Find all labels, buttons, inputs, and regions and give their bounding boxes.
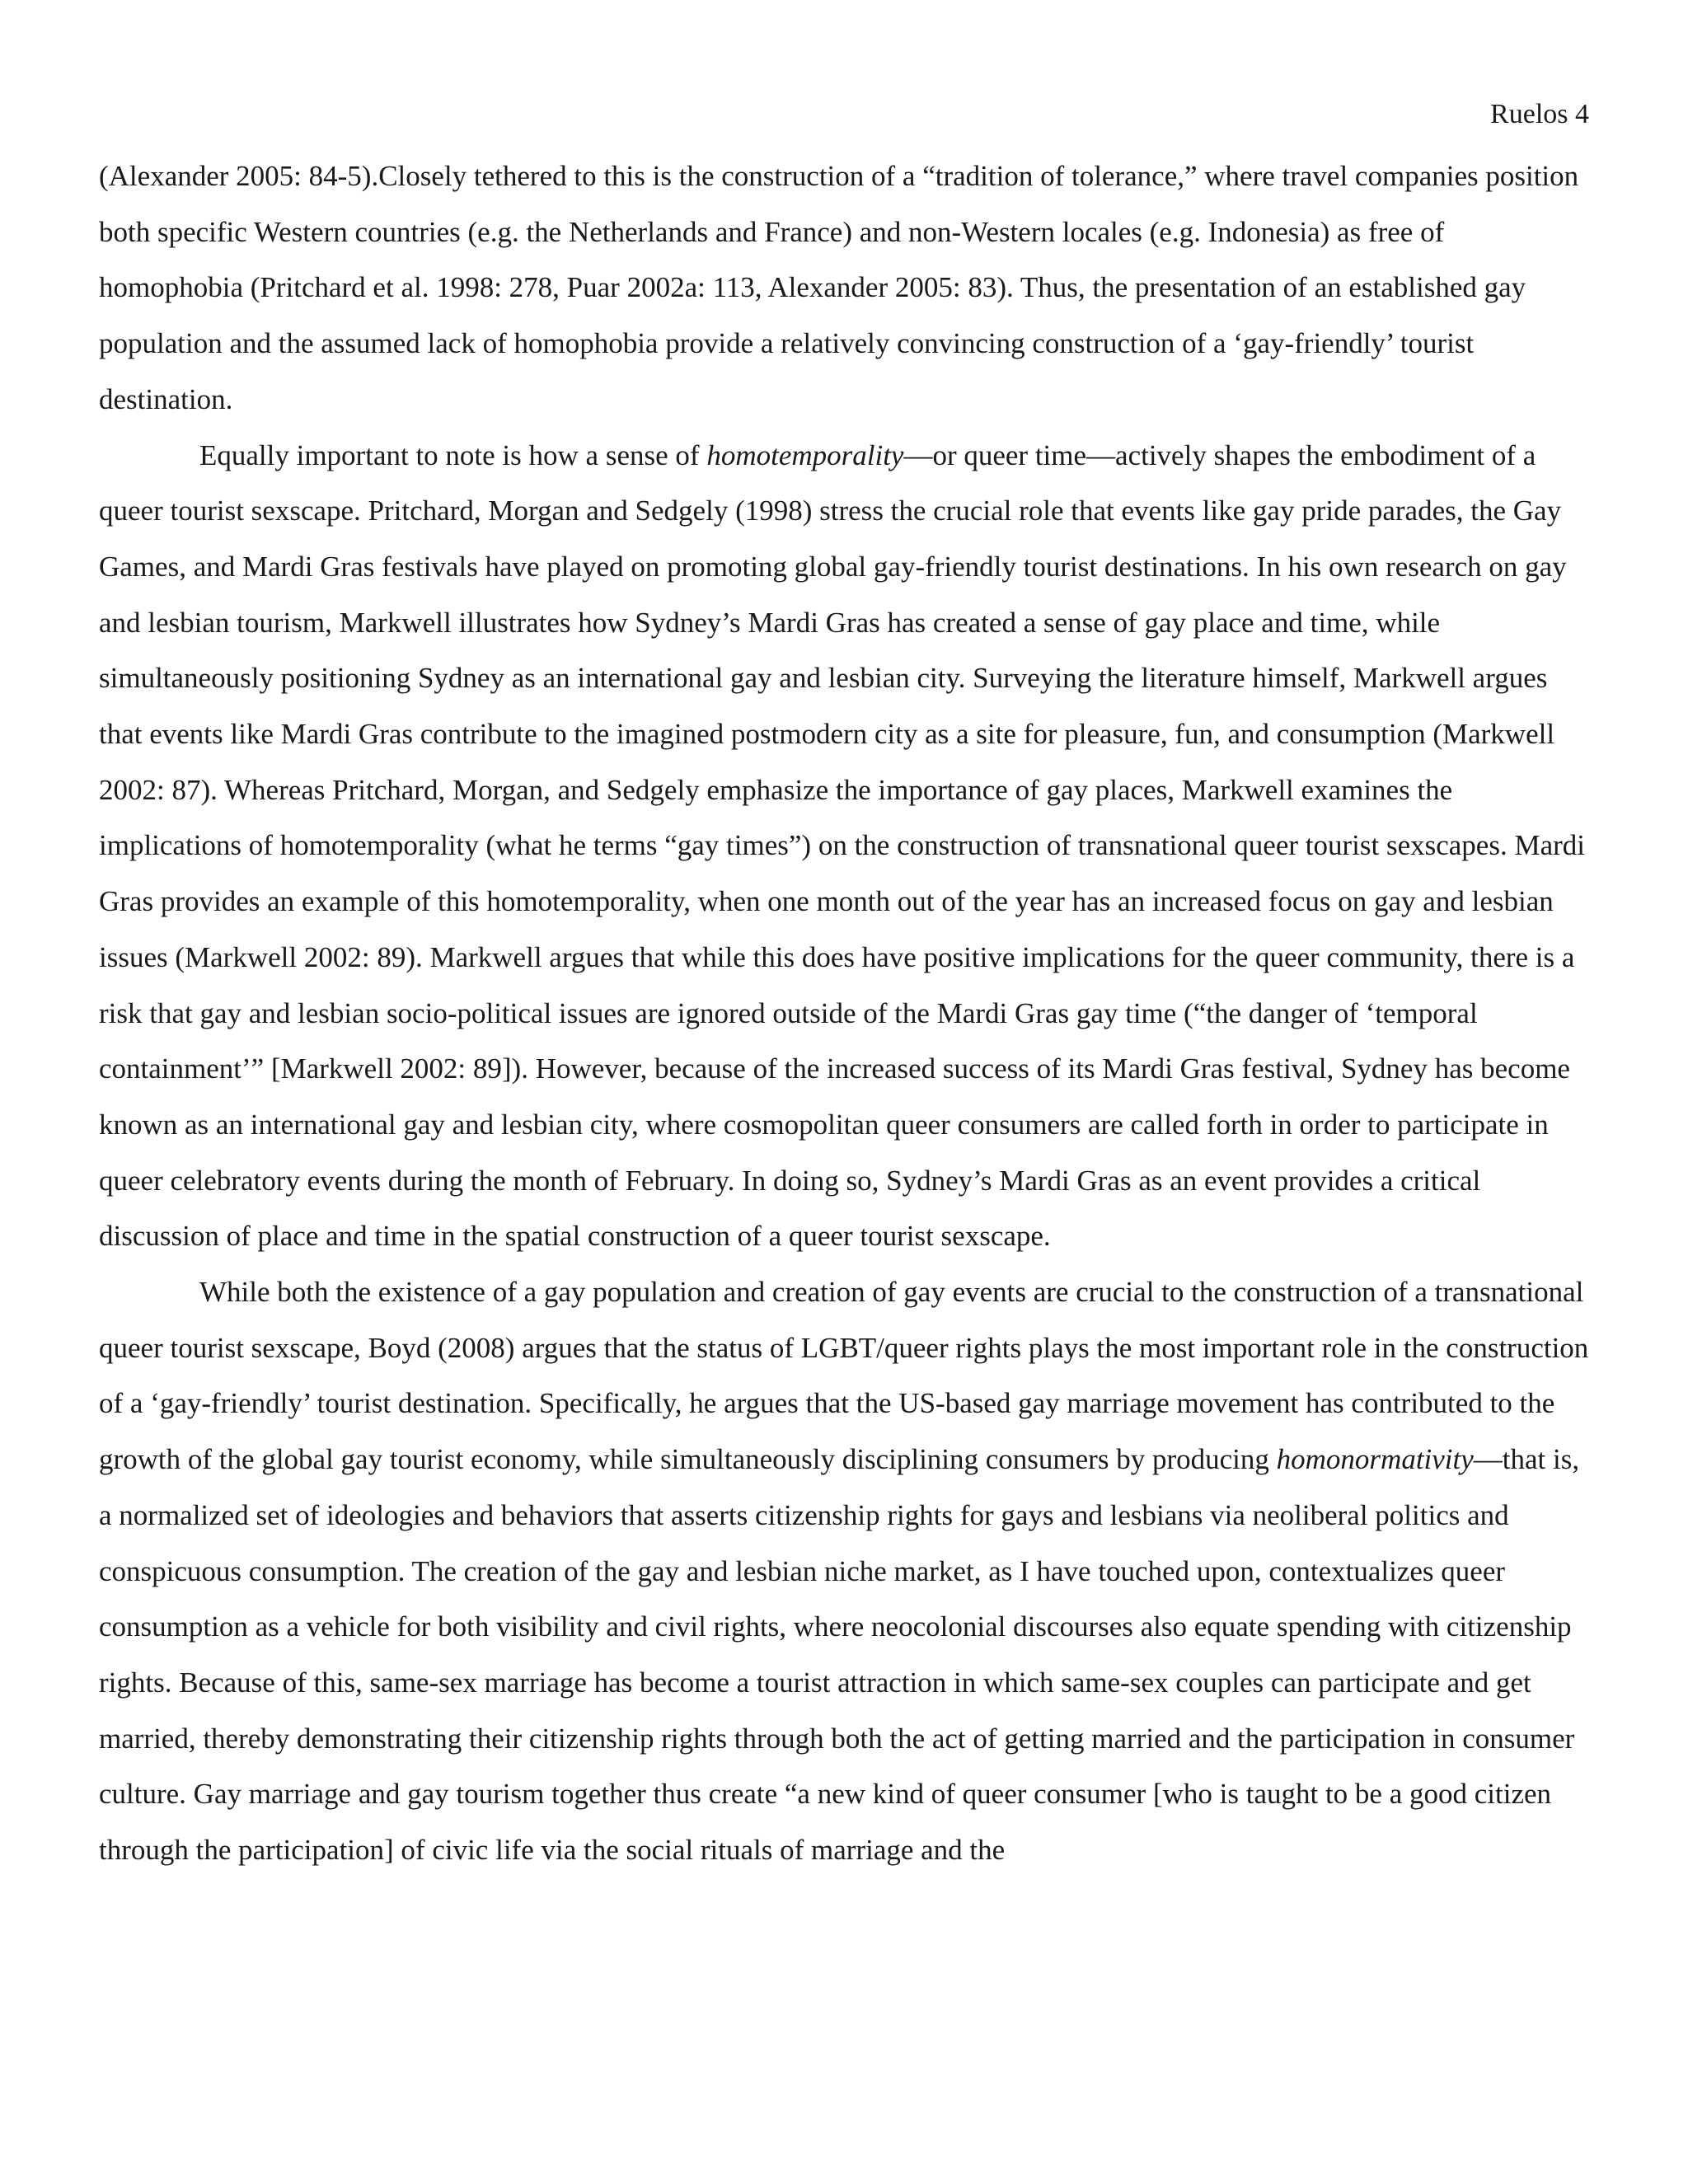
paragraph-3 xyxy=(99,1264,1589,1878)
paragraph-2 xyxy=(99,428,1589,1265)
paragraph-3-text-b: —that is, a normalized set of ideologies and behaviors that asserts citizenship rights for gays and lesbians via neoliberal politics and conspicuous consumption. The creation of the gay and lesbian niche market, as I have touched upon, contextualizes queer consumption as a vehicle for both visibility and civil rights, where neocolonial discourses also equate spending with citizenship rights. Because of this, same-sex marriage has become a tourist attraction in which same-sex couples can participate and get married, thereby demonstrating their citizenship rights through both the act of getting married and the participation in consumer culture. Gay marriage and gay tourism together thus create “a new kind of queer consumer [who is taught to be a good citizen through the participation] of civic life via the social rituals of marriage and the xyxy=(99,1443,1580,1867)
body-text xyxy=(99,148,1589,1878)
term-homonormativity: homonormativity xyxy=(1276,1443,1474,1476)
paragraph-1 xyxy=(99,148,1589,428)
paragraph-3-text-a: While both the existence of a gay population and creation of gay events are crucial to the construction of a transnational queer tourist sexscape, Boyd (2008) argues that the status of LGBT/queer rights plays the most important role in the construction of a ‘gay-friendly’ tourist destination. Specifically, he argues that the US-based gay marriage movement has contributed to the growth of the global gay tourist economy, while simultaneously disciplining consumers by producing xyxy=(99,1276,1589,1476)
term-homotemporality: homotemporality xyxy=(706,438,904,471)
paragraph-1-text: (Alexander 2005: 84-5).Closely tethered to this is the construction of a “tradition of tolerance,” where travel companies position both specific Western countries (e.g. the Netherlands and France) and non-Western locales (e.g. Indonesia) as free of homophobia (Pritchard et al. 1998: 278, Puar 2002a: 113, Alexander 2005: 83). Thus, the presentation of an established gay population and the assumed lack of homophobia provide a relatively convincing construction of a ‘gay-friendly’ tourist destination. xyxy=(99,160,1579,415)
paragraph-2-text-a: Equally important to note is how a sense of xyxy=(199,438,707,471)
running-header: Ruelos 4 xyxy=(1490,99,1589,129)
paragraph-2-text-b: —or queer time—actively shapes the embodiment of a queer tourist sexscape. Pritchard, Morgan and Sedgely (1998) stress the crucial role that events like gay pride parades, the Gay Games, and Mardi Gras festivals have played on promoting global gay-friendly tourist destinations. In his own research on gay and lesbian tourism, Markwell illustrates how Sydney’s Mardi Gras has created a sense of gay place and time, while simultaneously positioning Sydney as an international gay and lesbian city. Surveying the literature himself, Markwell argues that events like Mardi Gras contribute to the imagined postmodern city as a site for pleasure, fun, and consumption (Markwell 2002: 87). Whereas Pritchard, Morgan, and Sedgely emphasize the importance of gay places, Markwell examines the implications of homotemporality (what he terms “gay times”) on the construction of transnational queer tourist sexscapes. Mardi Gras provides an example of this homotemporality, when one month out of the year has an increased focus on gay and lesbian issues (Markwell 2002: 89). Markwell argues that while this does have positive implications for the queer community, there is a risk that gay and lesbian socio-political issues are ignored outside of the Mardi Gras gay time (“the danger of ‘temporal containment’” [Markwell 2002: 89]). However, because of the increased success of its Mardi Gras festival, Sydney has become known as an international gay and lesbian city, where cosmopolitan queer consumers are called forth in order to participate in queer celebratory events during the month of February. In doing so, Sydney’s Mardi Gras as an event provides a critical discussion of place and time in the spatial construction of a queer tourist sexscape. xyxy=(99,438,1585,1253)
